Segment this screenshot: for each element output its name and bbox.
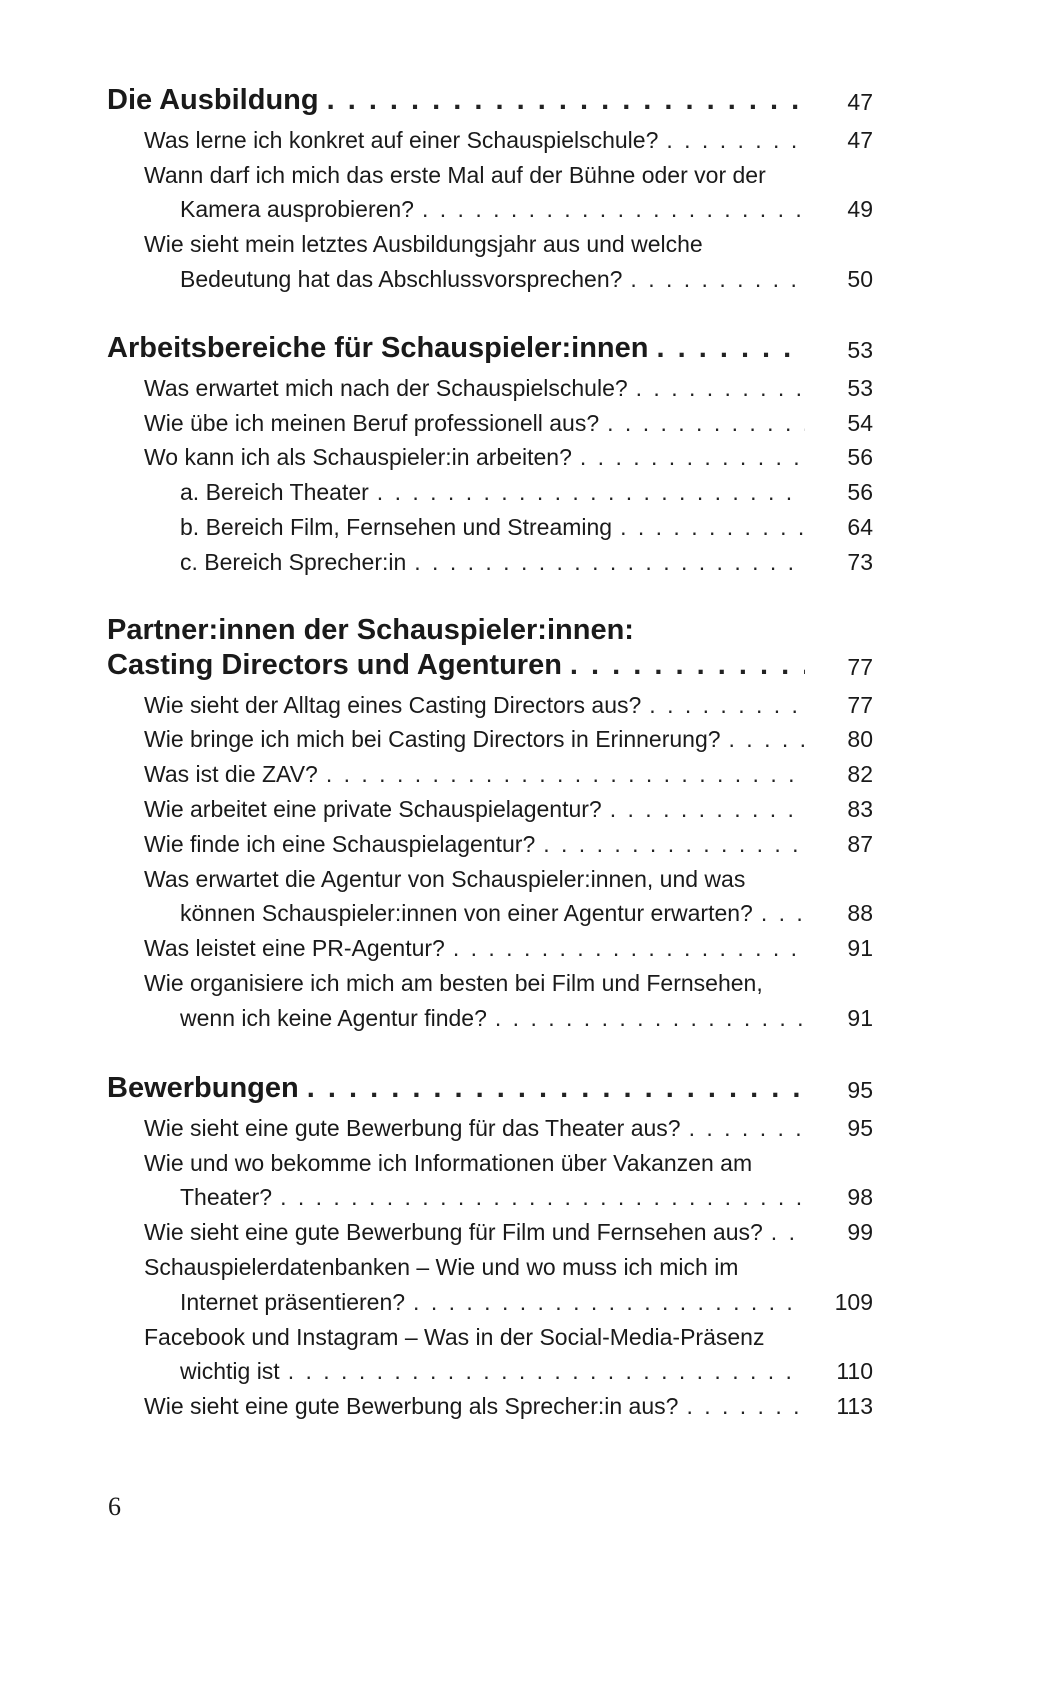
page-number-ref: 47 [847, 89, 873, 115]
entry-text: Wie organisiere ich mich am besten bei Film und Fernsehen, [144, 970, 763, 996]
entry-text: Wie arbeitet eine private Schauspielagentur? [144, 796, 602, 822]
page-number-ref: 77 [847, 691, 873, 718]
dot-leader [666, 122, 805, 158]
entry-line [180, 544, 805, 580]
chapter-title-line [107, 330, 805, 366]
entry-line [144, 157, 873, 193]
entry-text: Bedeutung hat das Abschlussvorsprechen? [180, 266, 623, 292]
entry-text: Was erwartet mich nach der Schauspielschule? [144, 374, 628, 401]
entry-line [180, 1179, 805, 1215]
entry-line [144, 1388, 805, 1424]
entry-text: wichtig ist [180, 1358, 280, 1385]
page-number-ref: 95 [847, 1077, 873, 1103]
page-number-ref: 83 [847, 796, 873, 822]
page-number-ref: 64 [847, 514, 873, 540]
chapter-title-line [107, 1070, 805, 1106]
entry-line [144, 405, 805, 441]
entry-text: können Schauspieler:innen von einer Agentur erwarten? [180, 900, 753, 927]
entry-line [144, 756, 805, 792]
dot-leader [630, 261, 805, 297]
entry-line [144, 122, 805, 158]
chapter-title-line [107, 647, 805, 683]
entry-text: Theater? [180, 1184, 273, 1211]
entry-line [144, 370, 805, 406]
entry-line [180, 895, 805, 931]
entry-text: Was lerne ich konkret auf einer Schauspielschule? [144, 126, 659, 153]
page-number-ref: 99 [847, 1219, 873, 1246]
chapter-title-line [107, 612, 873, 648]
entry-text: Wie sieht der Alltag eines Casting Directors aus? [144, 691, 642, 718]
page-number-ref: 47 [847, 126, 873, 153]
entry-text: Wie übe ich meinen Beruf professionell aus? [144, 409, 600, 436]
dot-leader [656, 330, 805, 366]
entry-line [180, 1284, 805, 1320]
dot-leader [620, 509, 805, 545]
page-number-ref: 113 [836, 1393, 873, 1420]
entry-line [180, 474, 805, 510]
page-number-ref: 91 [847, 1004, 873, 1031]
dot-leader [377, 474, 805, 510]
page-number-ref: 56 [847, 444, 873, 471]
entry-text: Wie sieht mein letztes Ausbildungsjahr aus und welche [144, 231, 703, 258]
chapter-title-text: Die Ausbildung [107, 84, 319, 116]
page-number-ref: 53 [847, 337, 873, 363]
page-number-ref: 49 [847, 196, 873, 223]
chapter-title-text: Bewerbungen [107, 1072, 299, 1104]
dot-leader [414, 544, 805, 580]
entry-text: Wie sieht eine gute Bewerbung für Film und Fernsehen aus? [144, 1219, 763, 1246]
entry-line [144, 826, 805, 862]
chapter-title-text: Casting Directors und Agenturen [107, 648, 562, 681]
dot-leader [326, 756, 805, 792]
dot-leader [453, 930, 805, 966]
page-number-ref: 53 [847, 374, 873, 401]
chapter-title-line [107, 82, 805, 118]
dot-leader [327, 82, 805, 118]
page-number-ref: 77 [847, 653, 873, 680]
page-number-ref: 56 [847, 479, 873, 506]
page-number-ref: 82 [847, 761, 873, 788]
entry-text: Wie sieht eine gute Bewerbung für das Theater aus? [144, 1114, 681, 1141]
dot-leader [636, 370, 805, 406]
entry-line [144, 1319, 873, 1355]
entry-text: a. Bereich Theater [180, 479, 369, 506]
dot-leader [570, 647, 805, 683]
dot-leader [422, 191, 805, 227]
entry-line [180, 191, 805, 227]
entry-text: Wie finde ich eine Schauspielagentur? [144, 830, 536, 857]
entry-line [144, 930, 805, 966]
page-number-ref: 87 [847, 830, 873, 857]
entry-text: b. Bereich Film, Fernsehen und Streaming [180, 514, 613, 540]
entry-line [180, 261, 805, 297]
entry-line [144, 439, 805, 475]
entry-text: Was erwartet die Agentur von Schauspieler:innen, und was [144, 865, 746, 892]
entry-line [144, 226, 873, 262]
dot-leader [649, 687, 805, 723]
entry-text: c. Bereich Sprecher:in [180, 548, 407, 575]
entry-text: Facebook und Instagram – Was in der Social-Media-Präsenz [144, 1323, 765, 1350]
page-number-ref: 98 [847, 1184, 873, 1211]
dot-leader [495, 1000, 805, 1036]
dot-leader [686, 1388, 805, 1424]
entry-line [144, 687, 805, 723]
entry-text: Wo kann ich als Schauspieler:in arbeiten? [144, 444, 572, 471]
page-number: 6 [108, 1492, 121, 1521]
chapter-title-text: Arbeitsbereiche für Schauspieler:innen [107, 332, 649, 364]
entry-line [144, 1214, 805, 1250]
dot-leader [580, 439, 805, 475]
page-number-ref: 50 [847, 266, 873, 292]
dot-leader [610, 791, 805, 827]
entry-text: Was leistet eine PR-Agentur? [144, 935, 445, 962]
dot-leader [689, 1110, 805, 1146]
page-number-ref: 88 [847, 900, 873, 927]
page-number-ref: 91 [847, 935, 873, 962]
entry-line [144, 1110, 805, 1146]
entry-line [144, 721, 805, 757]
entry-line [144, 1249, 873, 1285]
page-number-ref: 54 [847, 409, 873, 436]
page-number-ref: 80 [847, 726, 873, 753]
page-number-ref: 109 [834, 1288, 873, 1315]
entry-text: wenn ich keine Agentur finde? [180, 1004, 487, 1031]
entry-text: Wie bringe ich mich bei Casting Directors in Erinnerung? [144, 726, 721, 753]
page-number-ref: 73 [847, 548, 873, 575]
dot-leader [607, 405, 805, 441]
dot-leader [307, 1070, 805, 1106]
page-number-ref: 95 [847, 1114, 873, 1141]
entry-line [144, 965, 873, 1001]
dot-leader [288, 1353, 805, 1389]
chapter-title-text: Partner:innen der Schauspieler:innen: [107, 614, 634, 646]
dot-leader [543, 826, 805, 862]
entry-line [180, 1000, 805, 1036]
entry-text: Kamera ausprobieren? [180, 196, 414, 223]
entry-line [144, 861, 873, 897]
entry-text: Was ist die ZAV? [144, 761, 318, 788]
entry-text: Wann darf ich mich das erste Mal auf der Bühne oder vor der [144, 161, 766, 188]
entry-line [180, 509, 805, 545]
dot-leader [280, 1179, 805, 1215]
entry-line [144, 791, 805, 827]
entry-text: Schauspielerdatenbanken – Wie und wo muss ich mich im [144, 1254, 739, 1280]
entry-text: Wie und wo bekomme ich Informationen über Vakanzen am [144, 1149, 753, 1176]
entry-line [180, 1353, 805, 1389]
dot-leader [413, 1284, 805, 1320]
entry-text: Wie sieht eine gute Bewerbung als Sprecher:in aus? [144, 1393, 679, 1420]
entry-text: Internet präsentieren? [180, 1288, 406, 1315]
entry-line [144, 1145, 873, 1181]
page-number-ref: 110 [836, 1358, 873, 1385]
